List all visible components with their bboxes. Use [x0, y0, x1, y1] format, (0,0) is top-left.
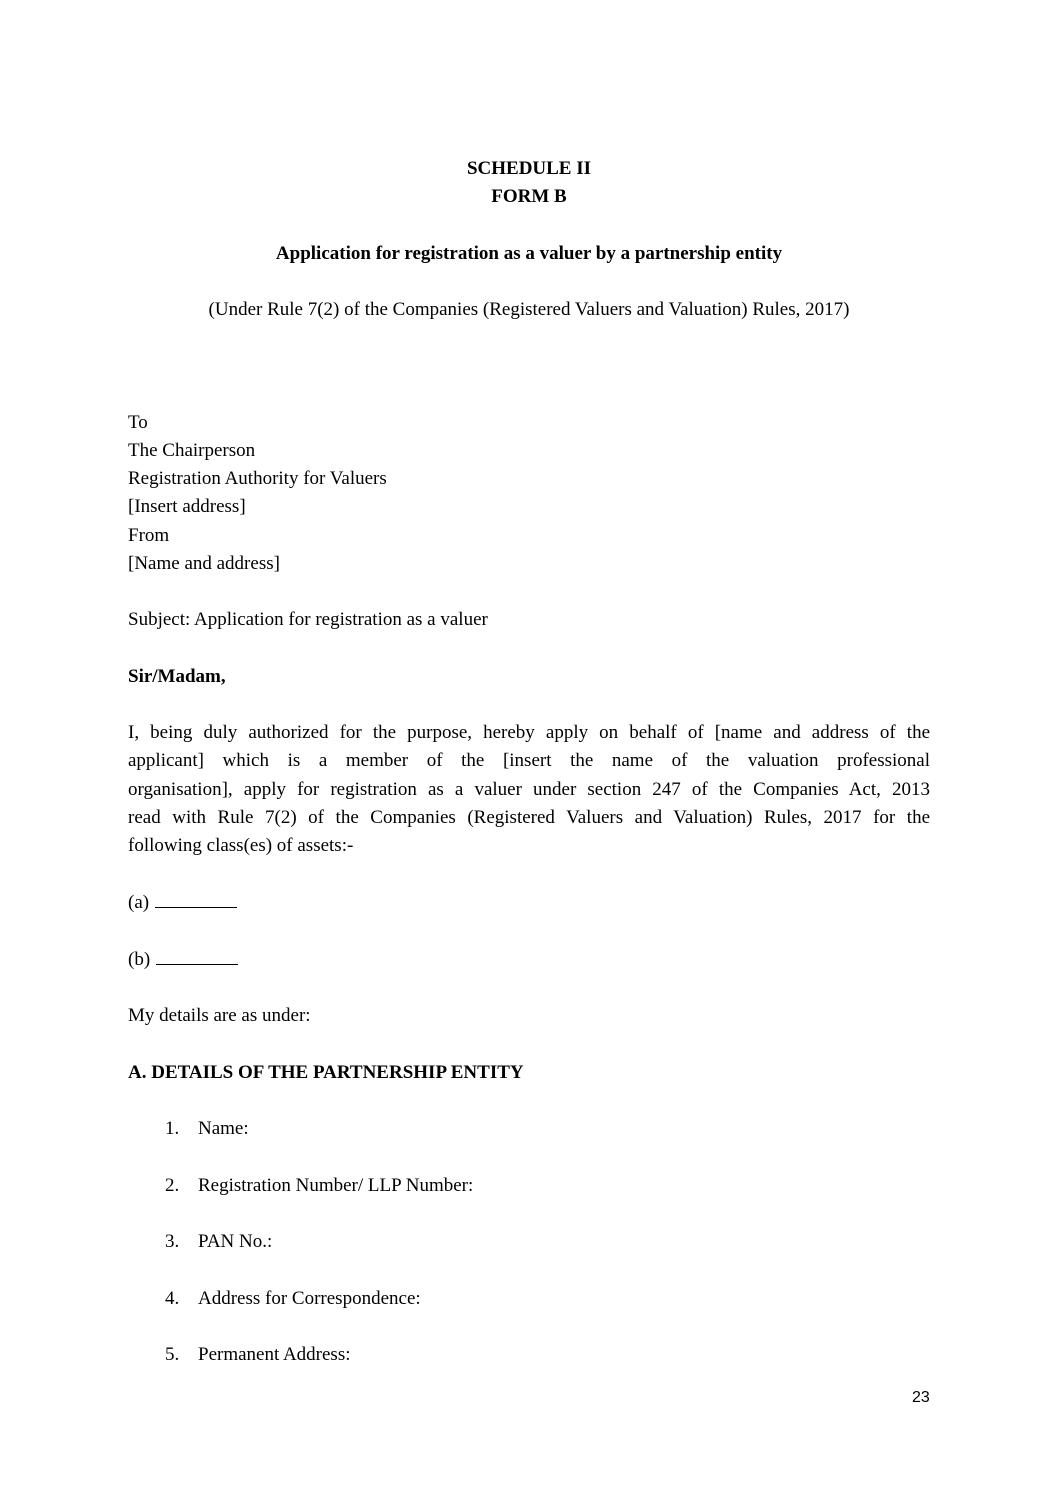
asset-class-label: (a) [128, 892, 150, 913]
list-item [165, 1231, 272, 1253]
section-a-heading: A. DETAILS OF THE PARTNERSHIP ENTITY [128, 1062, 524, 1083]
from-label: From [128, 525, 170, 546]
sender-address: [Name and address] [128, 553, 280, 574]
list-item [165, 1175, 473, 1197]
list-item-label: Permanent Address: [198, 1344, 351, 1365]
body-line: applicant] which is a member of the [insert the name of the valuation professional [128, 750, 930, 772]
asset-class-blank [156, 948, 238, 965]
list-item-number: 2. [165, 1175, 180, 1196]
salutation: Sir/Madam, [128, 666, 226, 687]
document-title: Application for registration as a valuer by a partnership entity [275, 243, 783, 264]
list-item-label: Registration Number/ LLP Number: [198, 1175, 474, 1196]
list-item-number: 5. [165, 1344, 180, 1365]
asset-class-item [128, 889, 237, 917]
body-line: I, being duly authorized for the purpose, hereby apply on behalf of [name and address of the [128, 722, 930, 743]
document-subtitle: (Under Rule 7(2) of the Companies (Registered Valuers and Valuation) Rules, 2017) [208, 299, 850, 320]
list-item-label: Name: [198, 1118, 249, 1139]
list-item-label: Address for Correspondence: [198, 1288, 421, 1309]
recipient-org: Registration Authority for Valuers [128, 468, 387, 489]
list-item [165, 1288, 421, 1310]
list-item-number: 4. [165, 1288, 180, 1309]
list-item-number: 1. [165, 1118, 180, 1139]
body-line: following class(es) of assets:- [128, 835, 354, 857]
form-heading: FORM B [491, 186, 567, 207]
list-item [165, 1344, 351, 1366]
page-number: 23 [912, 1389, 930, 1406]
list-item [165, 1118, 249, 1140]
details-intro: My details are as under: [128, 1005, 311, 1026]
body-paragraph [128, 719, 930, 860]
recipient-title: The Chairperson [128, 440, 256, 461]
list-item-label: PAN No.: [198, 1231, 273, 1252]
asset-class-item [128, 946, 238, 974]
asset-class-label: (b) [128, 949, 151, 970]
list-item-number: 3. [165, 1231, 180, 1252]
subject-line: Subject: Application for registration as a valuer [128, 609, 488, 630]
body-line: read with Rule 7(2) of the Companies (Registered Valuers and Valuation) Rules, 2017 for the [128, 806, 930, 828]
to-label: To [128, 412, 148, 433]
schedule-heading: SCHEDULE II [466, 158, 592, 179]
asset-class-blank [155, 891, 237, 908]
recipient-address: [Insert address] [128, 496, 246, 517]
body-line: organisation], apply for registration as a valuer under section 247 of the Companies Act, 2013 [128, 778, 930, 800]
